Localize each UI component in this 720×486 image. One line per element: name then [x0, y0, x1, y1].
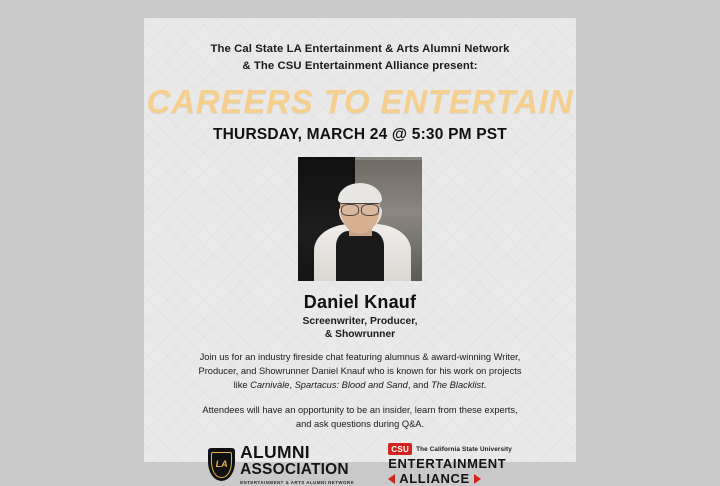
body-copy — [195, 350, 525, 431]
body-text-1: Join us for an industry fireside chat featuring alumnus & award-winning Writer, Producer, and Showrunner Daniel Knauf who is known for his work on projects like — [198, 352, 522, 390]
event-datetime: THURSDAY, MARCH 24 @ 5:30 PM PST — [213, 126, 507, 143]
alumni-association-logo — [208, 441, 355, 485]
headline-block — [144, 18, 576, 75]
alumni-logo-text — [240, 441, 355, 485]
poster — [144, 18, 576, 486]
alumni-tagline: ENTERTAINMENT & ARTS ALUMNI NETWORK — [240, 479, 355, 485]
speaker-role-line-2: & Showrunner — [324, 329, 396, 340]
triangle-left-icon — [388, 474, 395, 484]
csu-university-name: The California State University — [416, 445, 512, 453]
body-sep-1: , — [289, 380, 295, 390]
work-title-2: Spartacus: Blood and Sand — [294, 380, 408, 390]
photo-wall-line — [355, 157, 422, 160]
speaker-photo — [298, 157, 422, 281]
speaker-role-line-1: Screenwriter, Producer, — [302, 316, 418, 327]
headline-line-2: & The CSU Entertainment Alliance present: — [242, 60, 478, 72]
poster-title: CAREERS TO ENTERTAIN — [146, 83, 574, 120]
shield-icon — [208, 448, 235, 481]
work-title-3: The Blacklist — [431, 380, 484, 390]
shield-inner — [211, 452, 232, 478]
alumni-word-1: ALUMNI — [240, 441, 310, 462]
speaker-name: Daniel Knauf — [303, 292, 417, 312]
shield-label: LA — [215, 459, 228, 469]
csu-word-entertainment: ENTERTAINMENT — [388, 456, 507, 471]
photo-vest — [336, 231, 383, 281]
triangle-right-icon — [474, 474, 481, 484]
csu-logo-top — [388, 443, 512, 455]
speaker-role — [144, 315, 576, 341]
csu-alliance-row — [388, 472, 512, 486]
csu-word-alliance: ALLIANCE — [399, 471, 470, 486]
headline-line-1: The Cal State LA Entertainment & Arts Alumni Network — [210, 43, 510, 55]
body-paragraph-2: Attendees will have an opportunity to be an insider, learn from these experts, and ask questions during Q&A. — [202, 405, 518, 429]
body-paragraph-1 — [195, 350, 525, 392]
glasses-icon — [341, 203, 378, 214]
body-sep-2: , and — [407, 380, 432, 390]
csu-badge: CSU — [388, 443, 412, 455]
body-end-1: . — [483, 380, 487, 390]
alumni-word-2: ASSOCIATION — [240, 461, 349, 479]
work-title-1: Carnivàle — [250, 380, 290, 390]
